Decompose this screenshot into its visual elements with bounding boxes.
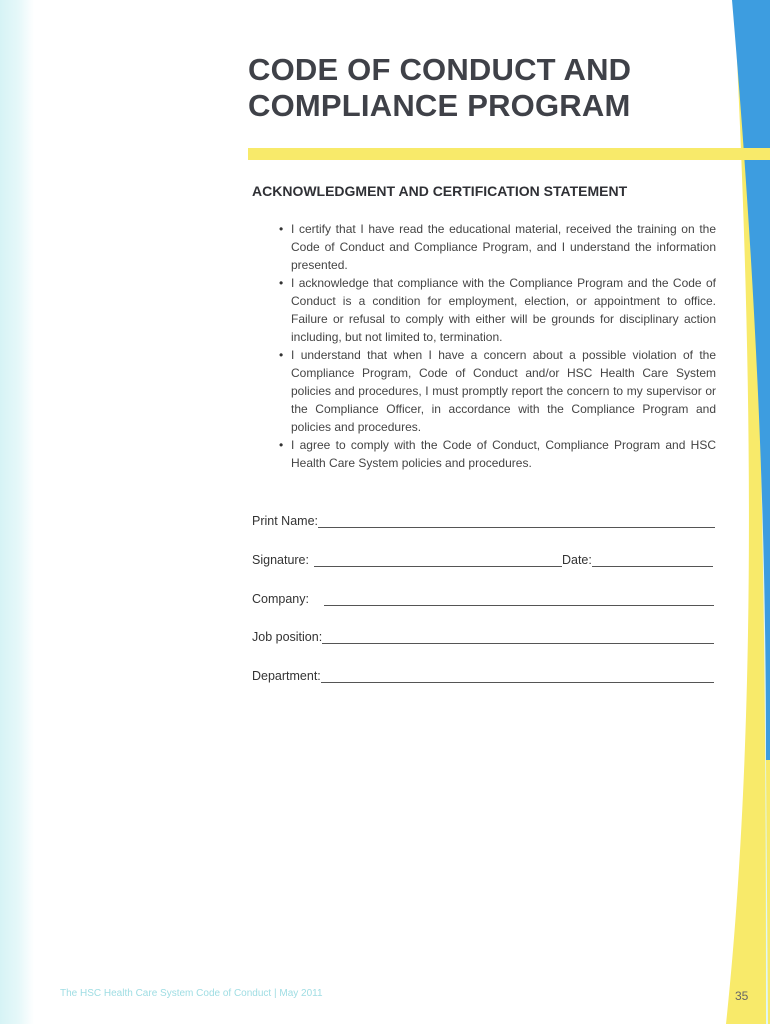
list-item: [279, 436, 716, 472]
title-line-2: COMPLIANCE PROGRAM: [248, 88, 631, 123]
list-item-text: I acknowledge that compliance with the Compliance Program and the Code of Conduct is a condition for employment, election, or appointment to office. Failure or refusal to comply with either will be grounds for disciplinary action including, but not limited to, termination.: [291, 276, 716, 344]
department-label: Department:: [252, 669, 321, 683]
department-row: [252, 669, 714, 683]
date-field[interactable]: [592, 553, 713, 567]
bullet-icon: •: [279, 222, 284, 236]
list-item-text: I certify that I have read the educational material, received the training on the Code of Conduct and Compliance Program, and I understand the information presented.: [291, 222, 716, 272]
page-title: [248, 52, 718, 124]
list-item: [279, 274, 716, 346]
signature-field[interactable]: [314, 553, 562, 567]
footer-text: The HSC Health Care System Code of Conduct | May 2011: [60, 988, 323, 999]
section-subtitle: ACKNOWLEDGMENT AND CERTIFICATION STATEMENT: [252, 183, 628, 199]
title-underline-bar: [248, 148, 770, 160]
date-label: Date:: [561, 553, 592, 567]
signature-label: Signature:: [252, 553, 309, 567]
company-row: [252, 592, 714, 606]
signature-row: [252, 553, 713, 567]
list-item-text: I agree to comply with the Code of Conduct, Compliance Program and HSC Health Care System policies and procedures.: [291, 438, 716, 470]
job-position-label: Job position:: [252, 630, 323, 644]
list-item: [279, 220, 716, 274]
print-name-label: Print Name:: [252, 514, 318, 528]
page-number: 35: [735, 989, 749, 1003]
department-field[interactable]: [321, 669, 714, 683]
certification-list: [279, 220, 716, 472]
print-name-field[interactable]: [318, 514, 715, 528]
list-item: [279, 346, 716, 436]
print-name-row: [252, 514, 715, 528]
list-item-text: I understand that when I have a concern about a possible violation of the Compliance Program, Code of Conduct and/or HSC Health Care System policies and procedures, I must promptly report the concern to my supervisor or the Compliance Officer, in accordance with the Compliance Program and policies and procedures.: [291, 348, 716, 434]
bullet-icon: •: [279, 348, 284, 362]
bullet-icon: •: [279, 438, 284, 452]
company-label: Company:: [252, 592, 309, 606]
job-position-row: [252, 630, 714, 644]
bullet-icon: •: [279, 276, 284, 290]
company-field[interactable]: [324, 592, 714, 606]
title-line-1: CODE OF CONDUCT AND: [248, 52, 632, 87]
job-position-field[interactable]: [322, 630, 714, 644]
left-decorative-band: [0, 0, 34, 1024]
